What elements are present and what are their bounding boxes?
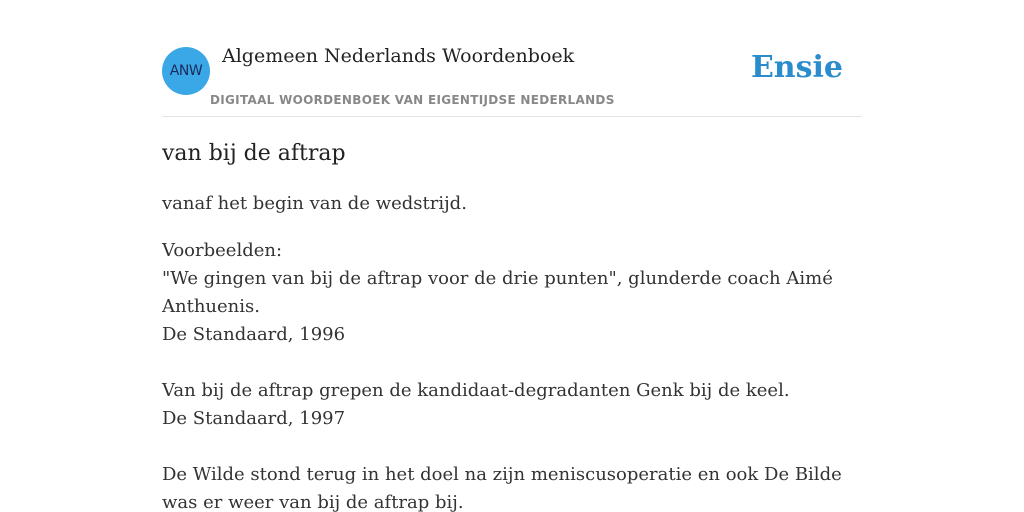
entry-definition: vanaf het begin van de wedstrijd. <box>162 193 467 214</box>
site-header <box>162 0 862 117</box>
anw-logo[interactable] <box>162 47 210 95</box>
site-subtitle: DIGITAAL WOORDENBOEK VAN EIGENTIJDSE NEDERLANDS <box>210 93 615 107</box>
site-title[interactable]: Algemeen Nederlands Woordenboek <box>222 45 575 67</box>
example-item <box>162 377 862 433</box>
logo-text: ANW <box>169 63 203 79</box>
example-text: Van bij de aftrap grepen de kandidaat-degradanten Genk bij de keel. <box>162 380 790 401</box>
example-item <box>162 461 862 512</box>
ensie-brand-link[interactable]: Ensie <box>750 50 843 85</box>
example-source: De Standaard, 1997 <box>162 408 346 429</box>
entry-content <box>162 138 862 512</box>
examples-section <box>162 237 862 512</box>
entry-headword: van bij de aftrap <box>162 141 346 166</box>
examples-label: Voorbeelden: <box>162 240 283 261</box>
example-source: De Standaard, 1996 <box>162 324 346 345</box>
example-text: "We gingen van bij de aftrap voor de drie punten", glunderde coach Aimé Anthuenis. <box>162 268 833 317</box>
example-text: De Wilde stond terug in het doel na zijn meniscusoperatie en ook De Bilde was er weer van bij de aftrap bij. <box>162 464 842 512</box>
example-item <box>162 265 862 349</box>
